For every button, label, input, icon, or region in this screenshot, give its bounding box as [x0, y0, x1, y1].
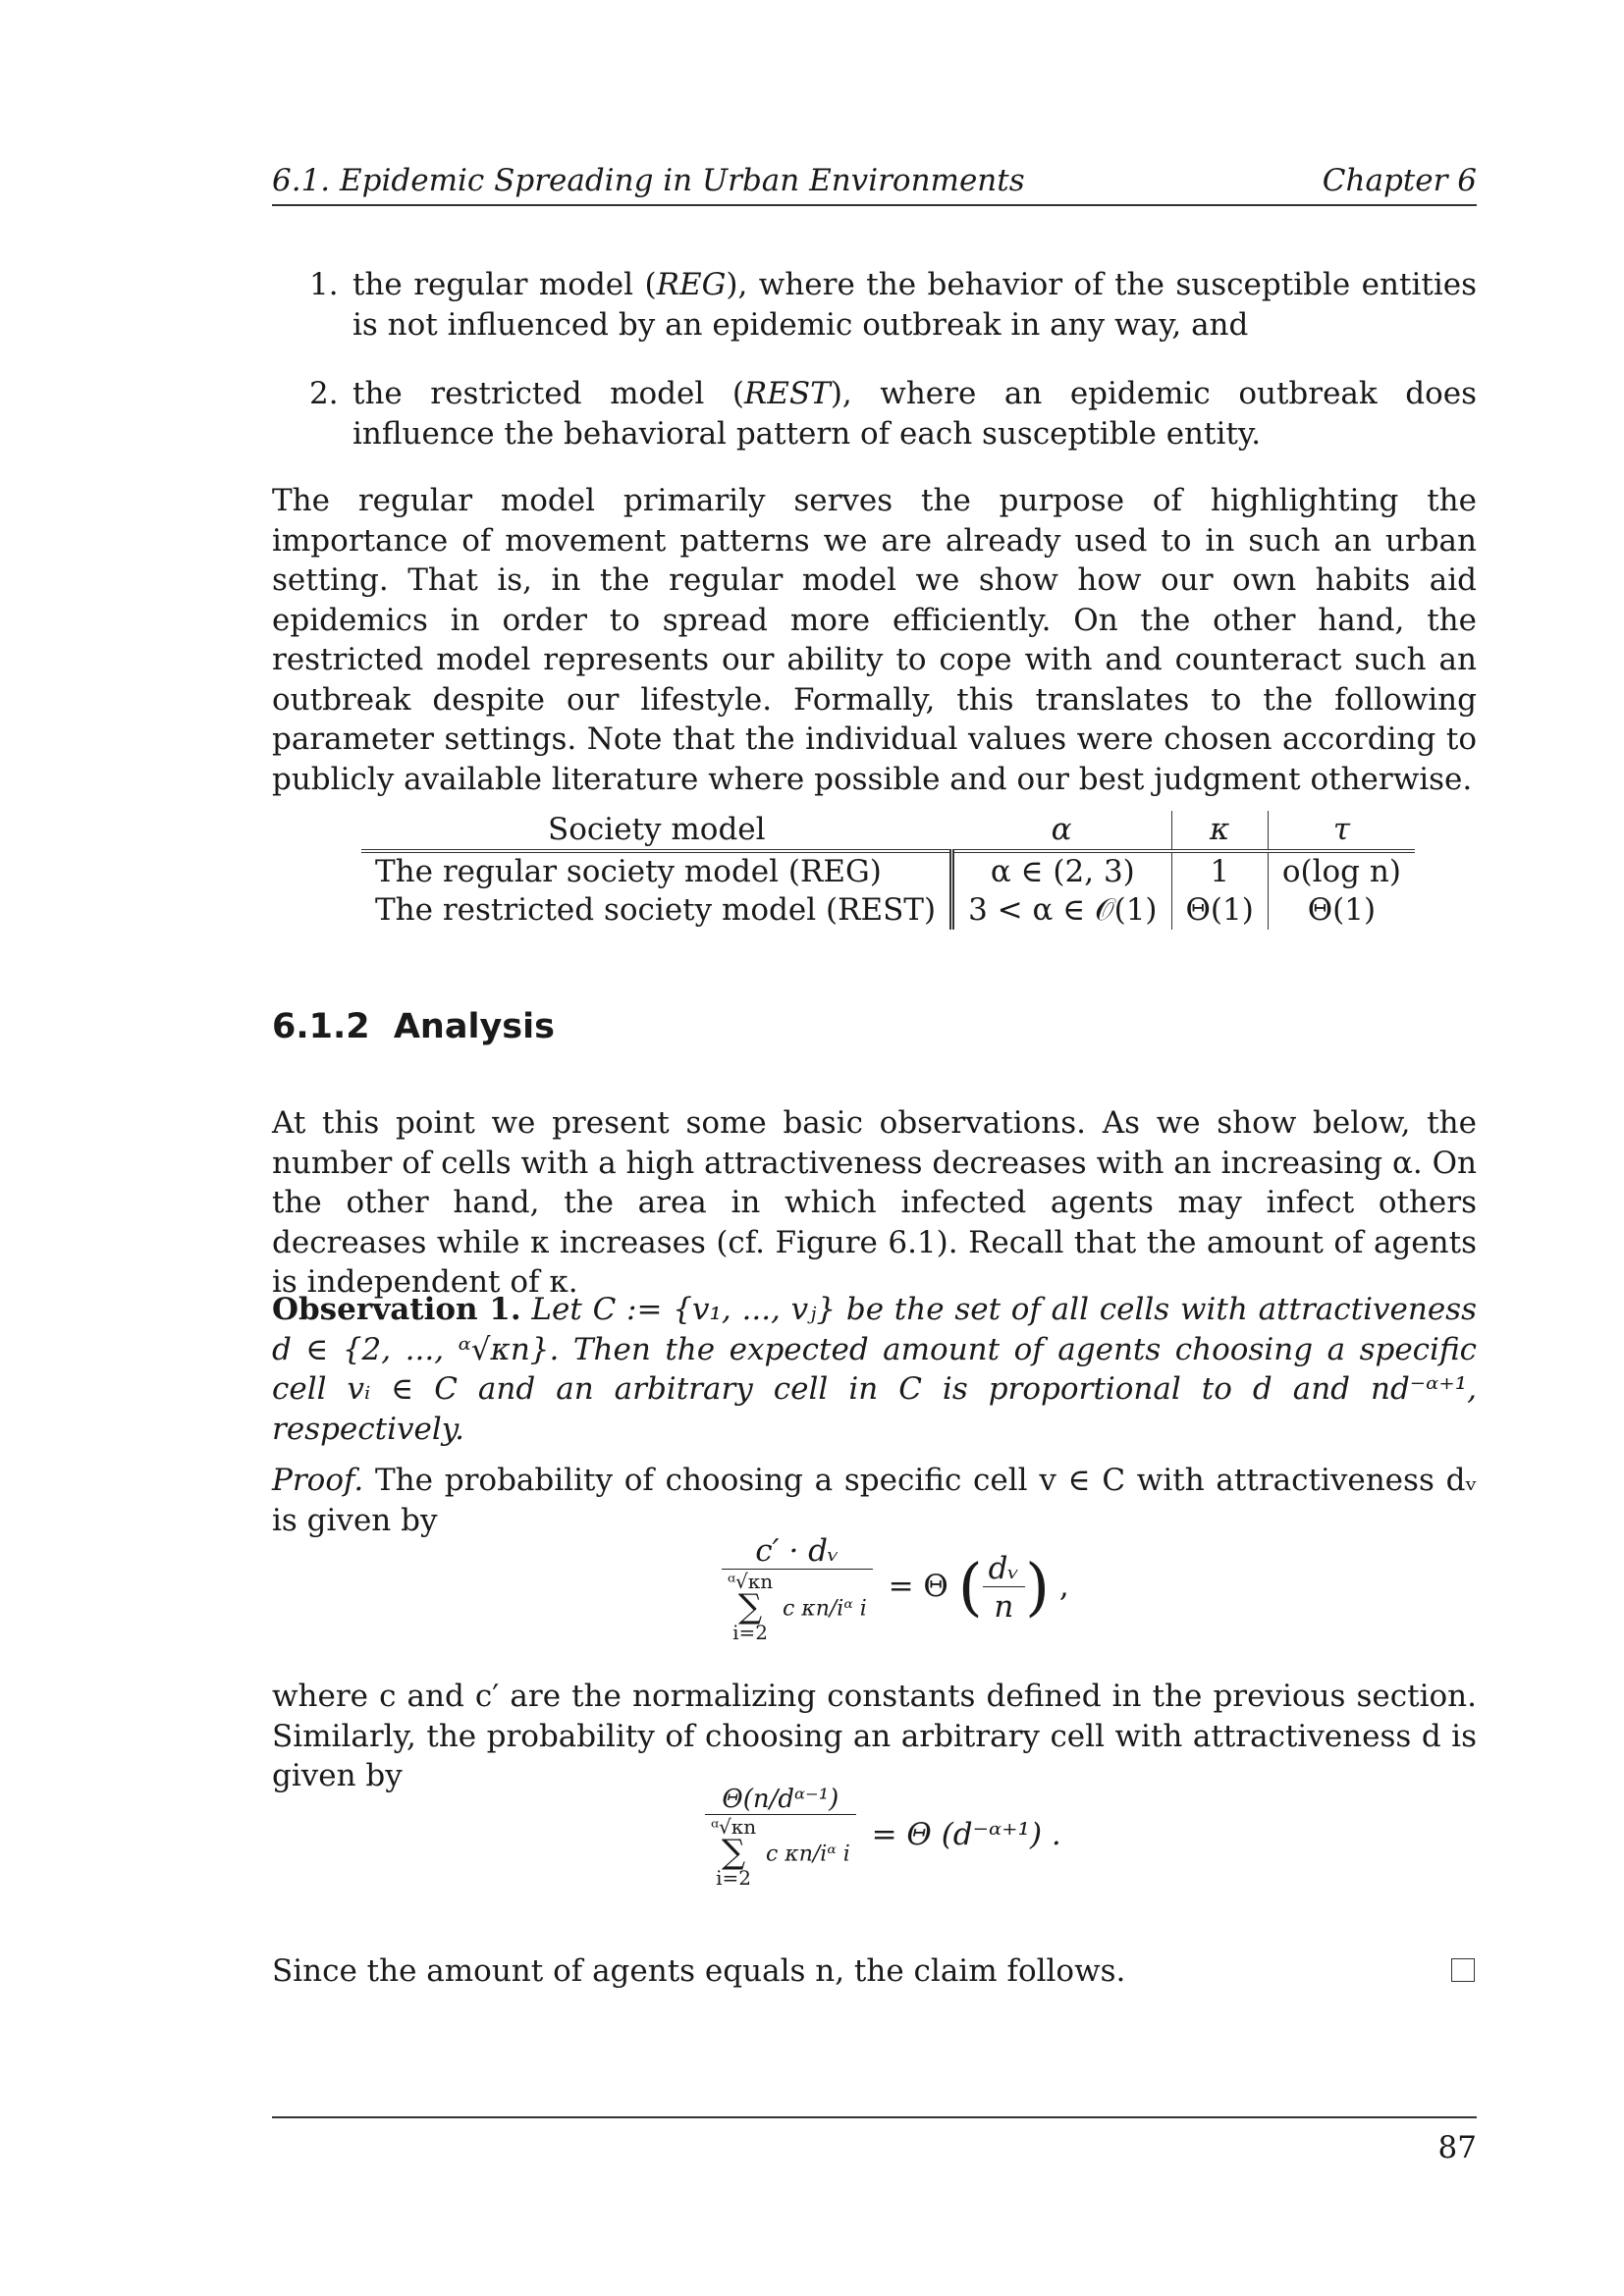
- table-header: α: [952, 811, 1171, 851]
- header-rule: [272, 204, 1477, 206]
- intro-paragraph: The regular model primarily serves the purpose of highlighting the importance of movement patterns we are already used to in such an urban setting. That is, in the regular model we show how our own habits aid epidemics in order to spread more efficiently. On the other hand, the restricted model represents our ability to cope with and counteract such an outbreak despite our lifestyle. Formally, this translates to the following parameter settings. Note that the individual values were chosen according to publicly available literature where possible and our best judgment otherwise.: [272, 483, 1477, 797]
- page-number: 87: [1437, 2130, 1477, 2165]
- observation-text: Let C := {v₁, ..., vⱼ} be the set of all cells with attractiveness d ∈ {2, ..., ᵅ√κn}. Then the expected amount of agents choosing a specific cell vᵢ ∈ C and an arbitrary cell in C is proportional to d and nd⁻ᵅ⁺¹, respectively.: [272, 1292, 1477, 1447]
- table-header-row: [361, 811, 1415, 851]
- header-section-title: 6.1. Epidemic Spreading in Urban Environments: [272, 163, 1025, 198]
- eq2-denominator: ᵅ√κn ∑ i=2 c κn/iᵅ i: [705, 1814, 856, 1888]
- equation-2: [705, 1785, 1061, 1888]
- sum-symbol: ᵅ√κn ∑ i=2: [728, 1570, 774, 1644]
- section-number: 6.1.2: [272, 1007, 370, 1046]
- table-header: τ: [1268, 811, 1415, 851]
- running-header: [272, 163, 1477, 206]
- model-list: [272, 265, 1477, 454]
- table-cell: The restricted society model (REST): [375, 892, 937, 928]
- list-number: 1.: [309, 267, 339, 302]
- table-row: [361, 851, 1415, 891]
- eq1-numerator: c′ · dᵥ: [755, 1533, 839, 1569]
- table-cell: Θ(1): [1171, 891, 1268, 930]
- eq2-numerator: Θ(n/dᵅ⁻¹): [722, 1785, 839, 1814]
- table-cell: The regular society model (REG): [375, 854, 882, 889]
- section-heading: [272, 1007, 555, 1046]
- qed-box-icon: [1451, 1958, 1475, 1982]
- eq1-rhs-fraction: $\frac{\text{dᵥ}}{n}$: [983, 1551, 1025, 1625]
- table-cell: 1: [1171, 851, 1268, 891]
- eq2-rhs: = Θ (d⁻ᵅ⁺¹) .: [871, 1817, 1061, 1852]
- list-item: 2. the restricted model (REST), where an epidemic outbreak does influence the behavioral pattern of each susceptible entity.: [309, 376, 1477, 452]
- proof-line: The probability of choosing a specific cell v ∈ C with attractiveness dᵥ is given by: [272, 1463, 1477, 1538]
- section-title: Analysis: [393, 1007, 555, 1046]
- table-header: Society model: [361, 811, 952, 851]
- observation: [272, 1290, 1477, 1449]
- header-chapter: Chapter 6: [1322, 163, 1477, 198]
- analysis-paragraph: At this point we present some basic observations. As we show below, the number of cells with a high attractiveness decreases with an increasing α. On the other hand, the area in which infected agents may infect others decreases while κ increases (cf. Figure 6.1). Recall that the amount of agents is independent of κ.: [272, 1105, 1477, 1300]
- table-row: [361, 891, 1415, 930]
- proof-end: Since the amount of agents equals n, the claim follows.: [272, 1953, 1126, 1989]
- proof-label: Proof.: [272, 1463, 364, 1498]
- society-model-table: [361, 811, 1415, 930]
- table-cell: Θ(1): [1268, 891, 1415, 930]
- table-cell: 3 < α ∈ 𝒪(1): [952, 891, 1171, 930]
- list-item: 1. the regular model (REG), where the behavior of the susceptible entities is not influenced by an epidemic outbreak in any way, and: [309, 267, 1477, 343]
- observation-label: Observation 1.: [272, 1292, 521, 1327]
- footer-rule: [272, 2116, 1477, 2118]
- proof-middle: where c and c′ are the normalizing constants defined in the previous section. Similarly, the probability of choosing an arbitrary cell with attractiveness d is given by: [272, 1679, 1477, 1793]
- sum-symbol: ᵅ√κn ∑ i=2: [711, 1815, 757, 1890]
- equation-1: c′ · dᵥ ᵅ√κn ∑ i=2 c κn/iᵅ i = Θ ( $\frac{\text{dᵥ}}{n}$ ) ,: [722, 1533, 1069, 1642]
- table-cell: o(log n): [1268, 851, 1415, 891]
- table-cell: α ∈ (2, 3): [952, 851, 1171, 891]
- proof-intro: [272, 1461, 1477, 1540]
- eq1-fraction: [722, 1533, 873, 1642]
- table-header: κ: [1171, 811, 1268, 851]
- list-number: 2.: [309, 376, 339, 411]
- eq1-denominator: ᵅ√κn ∑ i=2 c κn/iᵅ i: [722, 1569, 873, 1642]
- eq2-fraction: [705, 1785, 856, 1888]
